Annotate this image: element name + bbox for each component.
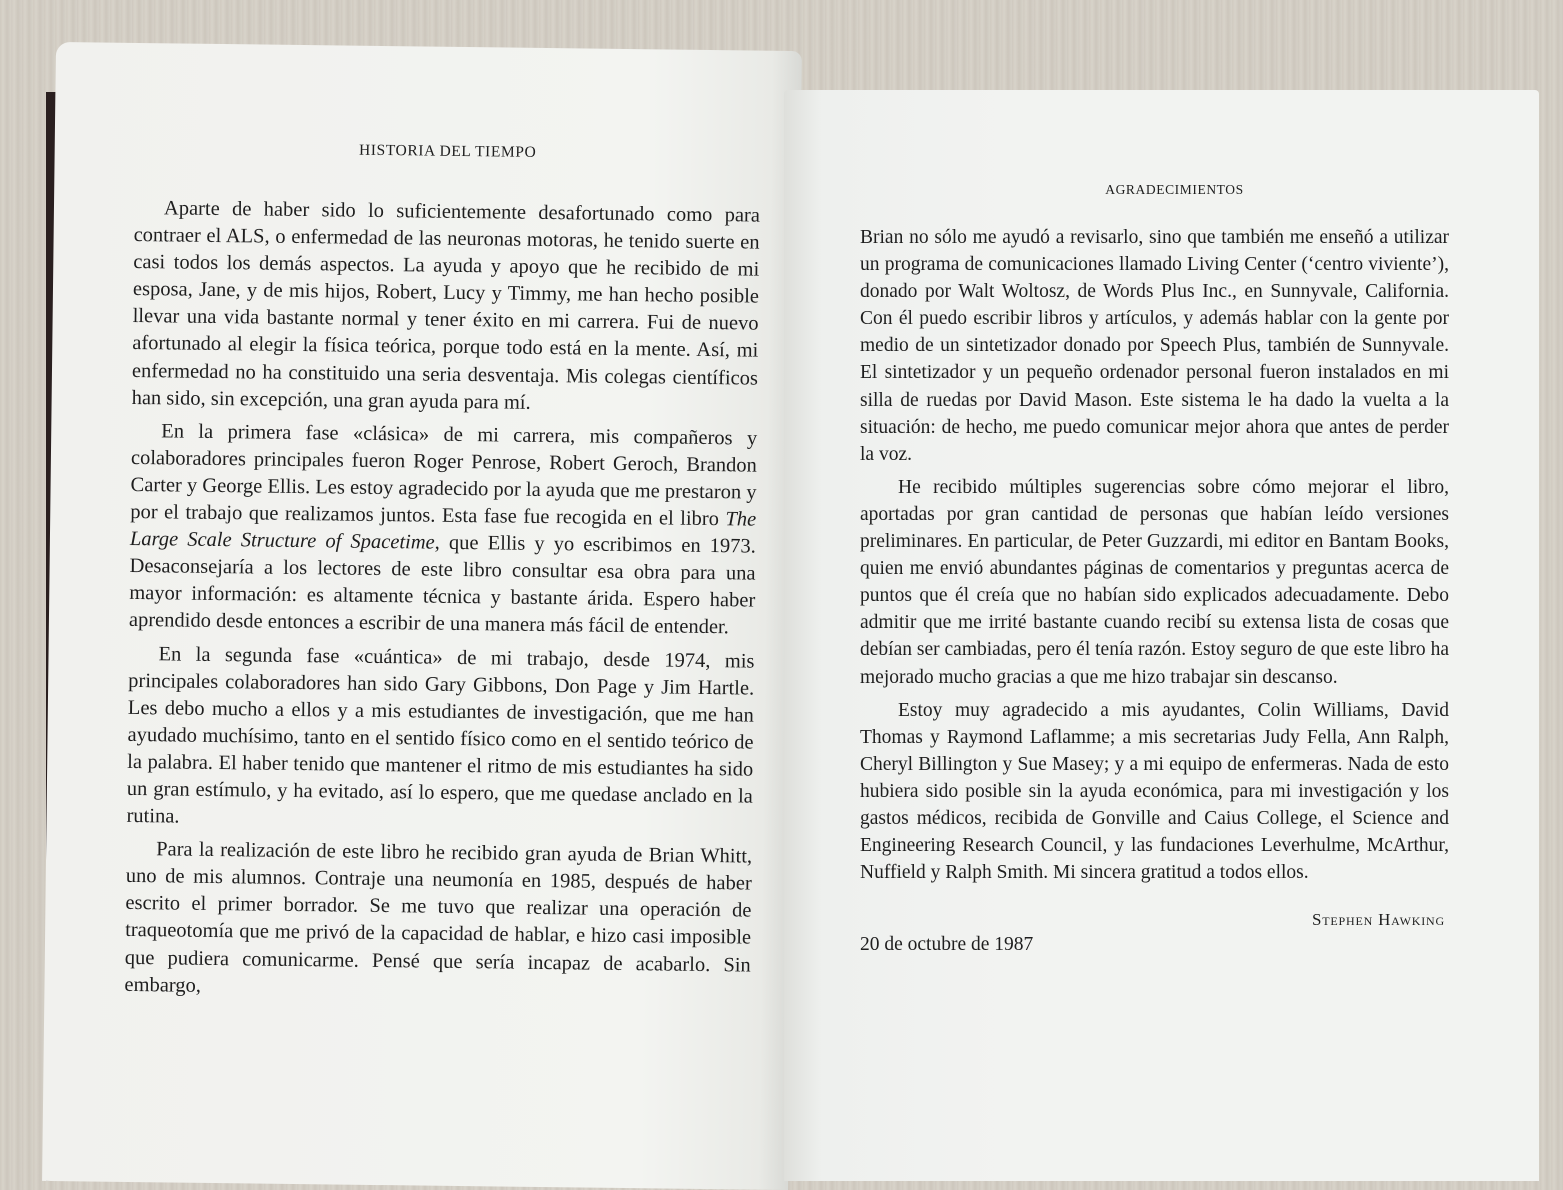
paragraph-2-end: , que Ellis y yo escribimos en 1973. Desaconsejaría a los lectores de este libro consultar esa obra para una mayor información: es altamente técnica y bastante árida. Espero haber aprendido desde entonces a escribir de una manera más fácil de entender. bbox=[128, 531, 757, 639]
paragraph-7: Estoy muy agradecido a mis ayudantes, Colin Williams, David Thomas y Raymond Laflamme; a mis secretarias Judy Fella, Ann Ralph, Cheryl Billington y Sue Masey; y a mi equipo de enfermeras. Nada de esto hubiera sido posible sin la ayuda económica, para mi investigación y los gastos médicos, recibida de Gonville and Caius College, el Science and Engineering Research Council, y las fundaciones Leverhulme, McArthur, Nuffield y Ralph Smith. Mi sincera gratitud a todos ellos. bbox=[860, 699, 1449, 884]
signature-date: 20 de octubre de 1987 bbox=[860, 934, 1034, 956]
paragraph-2 bbox=[129, 418, 758, 642]
running-head-right: AGRADECIMIENTOS bbox=[1105, 182, 1244, 197]
paragraph-4: Para la realización de este libro he recibido gran ayuda de Brian Whitt, uno de mis alumnos. Contraje una neumonía en 1985, después de haber escrito el primer borrador. Se me tuvo que realizar una operación de traqueotomía que me privó de la capacidad de hablar, e hizo casi imposible que pudiera comunicarme. Pensé que sería incapaz de acabarlo. Sin embargo, bbox=[124, 838, 753, 997]
right-page bbox=[784, 90, 1539, 1181]
book-title: The Large Scale Structure of Spacetime bbox=[129, 508, 757, 554]
paragraph-6: He recibido múltiples sugerencias sobre cómo mejorar el libro, aportadas por gran cantidad de personas que habían leído versiones preliminares. En particular, de Peter Guzzardi, mi editor en Bantam Books, quien me envió abundantes páginas de comentarios y preguntas acerca de puntos que él creía que no habían sido explicados adecuadamente. Debo admitir que me irrité bastante cuando recibí su extensa lista de cosas que debían ser cambiadas, pero él tenía razón. Estoy seguro de que este libro ha mejorado mucho gracias a que me hizo trabajar sin descanso. bbox=[860, 476, 1449, 688]
paragraph-5: Brian no sólo me ayudó a revisarlo, sino que también me enseñó a utilizar un programa de comunicaciones llamado Living Center (‘centro viviente’), donado por Walt Woltosz, de Words Plus Inc., en Sunnyvale, California. Con él puedo escribir libros y artículos, y además hablar con la gente por medio de un sintetizador donado por Speech Plus, también de Sunnyvale. El sintetizador y un pequeño ordenador personal fueron instalados en mi silla de ruedas por David Mason. Este sistema le ha dado la vuelta a la situación: de hecho, me puedo comunicar mejor ahora que antes de perder la voz. bbox=[860, 227, 1449, 465]
author-signature: Stephen Hawking bbox=[1311, 910, 1445, 930]
left-page bbox=[42, 42, 802, 1190]
paragraph-2-start: En la primera fase «clásica» de mi carrera, mis compañeros y colaboradores principales fueron Roger Penrose, Robert Geroch, Brandon Carter y George Ellis. Les estoy agradecido por la ayuda que me prestaron y por el trabajo que realizamos juntos. Esta fase fue recogida en el libro bbox=[130, 420, 758, 531]
paragraph-3: En la segunda fase «cuántica» de mi trabajo, desde 1974, mis principales colaboradores han sido Gary Gibbons, Don Page y Jim Hartle. Les debo mucho a ellos y a mis estudiantes de investigación, que me han ayudado muchísimo, tanto en el sentido físico como en el sentido teórico de la palabra. El haber tenido que mantener el ritmo de mis estudiantes ha sido un gran estímulo, y ha evitado, así lo espero, que me quedase anclado en la rutina. bbox=[126, 642, 755, 828]
running-head-left: HISTORIA DEL TIEMPO bbox=[358, 141, 537, 161]
paragraph-1: Aparte de haber sido lo suficientemente desafortunado como para contraer el ALS, o enfermedad de las neuronas motoras, he tenido suerte en casi todos los demás aspectos. La ayuda y apoyo que he recibido de mi esposa, Jane, y de mis hijos, Robert, Lucy y Timmy, me han hecho posible llevar una vida bastante normal y tener éxito en mi carrera. Fui de nuevo afortunado al elegir la física teórica, porque todo está en la mente. Así, mi enfermedad no ha constituido una seria desventaja. Mis colegas científicos han sido, sin excepción, una gran ayuda para mí. bbox=[131, 197, 761, 414]
